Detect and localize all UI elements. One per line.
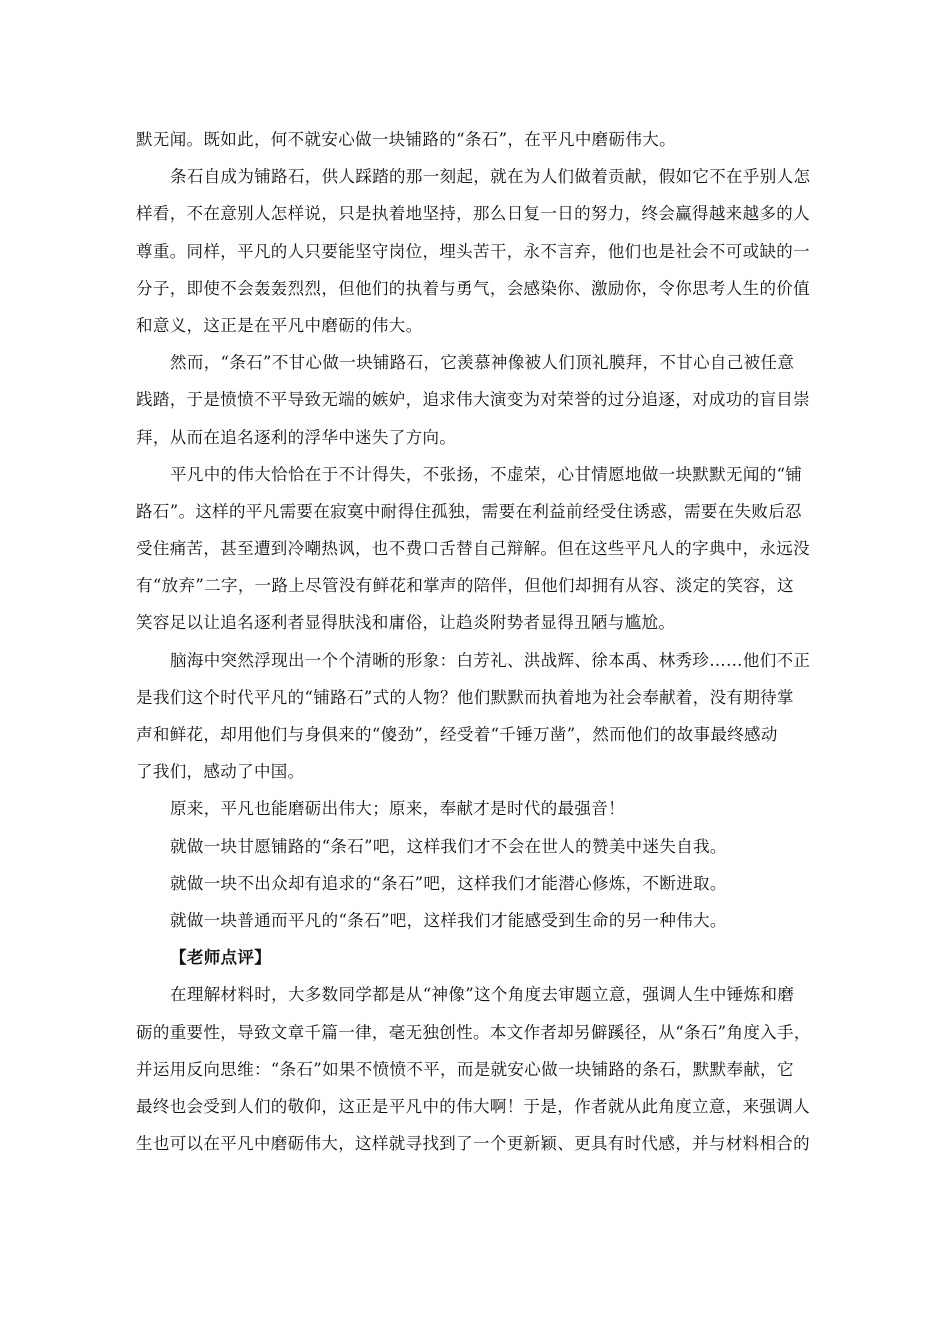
- text-line: 是我们这个时代平凡的“铺路石”式的人物？他们默默而执着地为社会奉献着，没有期待掌: [136, 687, 794, 707]
- text-line: 条石自成为铺路石，供人踩踏的那一刻起，就在为人们做着贡献，假如它不在乎别人怎: [170, 167, 811, 187]
- text-line: 声和鲜花，却用他们与身俱来的“傻劲”，经受着“千锤万凿”，然而他们的故事最终感动: [136, 725, 778, 744]
- text-line: 拜，从而在追名逐利的浮华中迷失了方向。: [136, 427, 457, 447]
- text-line: 砺的重要性，导致文章千篇一律，毫无独创性。本文作者却另僻蹊径，从“条石”角度入手，: [136, 1022, 811, 1042]
- text-line: 最终也会受到人们的敬仰，这正是平凡中的伟大啊！于是，作者就从此角度立意，来强调人: [136, 1096, 810, 1116]
- text-line: 路石”。这样的平凡需要在寂寞中耐得住孤独，需要在利益前经受住诱惑，需要在失败后忍: [136, 501, 802, 521]
- text-line: 生也可以在平凡中磨砺伟大，这样就寻找到了一个更新颖、更具有时代感，并与材料相合的: [136, 1134, 810, 1154]
- text-line: 分子，即使不会轰轰烈烈，但他们的执着与勇气，会感染你、激励你，令你思考人生的价值: [136, 278, 810, 298]
- text-line: 样看，不在意别人怎样说，只是执着地坚持，那么日复一日的努力，终会赢得越来越多的人: [136, 204, 810, 224]
- text-line: 践踏，于是愤愤不平导致无端的嫉妒，追求伟大演变为对荣誉的过分追逐，对成功的盲目崇: [136, 390, 810, 410]
- text-line: 在理解材料时，大多数同学都是从“神像”这个角度去审题立意，强调人生中锤炼和磨: [170, 985, 795, 1005]
- text-line: 就做一块不出众却有追求的“条石”吧，这样我们才能潜心修炼，不断进取。: [170, 873, 727, 893]
- essay-body: [136, 121, 826, 1162]
- teacher-comment-heading: 【老师点评】: [170, 948, 272, 968]
- text-line: 默无闻。既如此，何不就安心做一块铺路的“条石”，在平凡中磨砺伟大。: [136, 130, 676, 149]
- text-line: 然而，“条石”不甘心做一块铺路石，它羡慕神像被人们顶礼膜拜，不甘心自己被任意: [170, 353, 795, 373]
- text-line: 尊重。同样，平凡的人只要能坚守岗位，埋头苦干，永不言弃，他们也是社会不可或缺的一: [136, 241, 810, 261]
- text-line: 平凡中的伟大恰恰在于不计得失，不张扬，不虚荣，心甘情愿地做一块默默无闻的“铺: [170, 464, 803, 484]
- text-line: 笑容足以让追名逐利者显得肤浅和庸俗，让趋炎附势者显得丑陋与尴尬。: [136, 613, 676, 633]
- text-line: 有“放弃”二字，一路上尽管没有鲜花和掌声的陪伴，但他们却拥有从容、淡定的笑容，这: [136, 576, 794, 596]
- text-line: 原来，平凡也能磨砺出伟大；原来，奉献才是时代的最强音！: [170, 799, 625, 819]
- text-line: 就做一块甘愿铺路的“条石”吧，这样我们才不会在世人的赞美中迷失自我。: [170, 836, 727, 856]
- text-line: 脑海中突然浮现出一个个清晰的形象：白芳礼、洪战辉、徐本禹、林秀珍……他们不正: [170, 650, 811, 670]
- text-line: 就做一块普通而平凡的“条石”吧，这样我们才能感受到生命的另一种伟大。: [170, 910, 727, 930]
- text-line: 和意义，这正是在平凡中磨砺的伟大。: [136, 315, 423, 335]
- text-line: 并运用反向思维：“条石”如果不愤愤不平，而是就安心做一块铺路的条石，默默奉献，它: [136, 1059, 794, 1079]
- text-line: 了我们，感动了中国。: [136, 762, 305, 782]
- text-line: 受住痛苦，甚至遭到冷嘲热讽，也不费口舌替自己辩解。但在这些平凡人的字典中，永远没: [136, 539, 810, 559]
